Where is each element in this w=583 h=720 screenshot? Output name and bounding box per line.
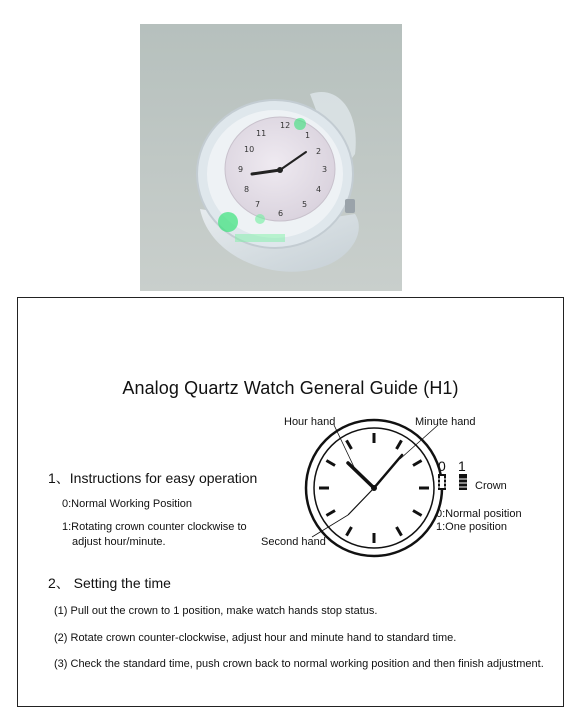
normal-position-label: 0:Normal position: [436, 508, 522, 520]
section1-item1-line2: adjust hour/minute.: [72, 536, 166, 548]
product-photo: [140, 24, 402, 291]
svg-text:11: 11: [256, 129, 267, 138]
section1-item0: 0:Normal Working Position: [62, 498, 193, 510]
section1-item1-line1: 1:Rotating crown counter clockwise to: [62, 521, 247, 533]
section1-heading: 1、Instructions for easy operation: [48, 470, 258, 486]
crown-label: Crown: [475, 480, 507, 492]
watch-photo-illustration: [140, 24, 402, 291]
svg-text:1: 1: [305, 131, 311, 140]
svg-text:8: 8: [244, 185, 250, 194]
guide-title: Analog Quartz Watch General Guide (H1): [122, 378, 459, 398]
svg-text:10: 10: [244, 145, 255, 154]
crown-position-0: 0: [438, 458, 446, 474]
step-3: (3) Check the standard time, push crown back to normal working position and then finish adjustment.: [54, 658, 544, 670]
svg-text:12: 12: [280, 121, 291, 130]
svg-text:2: 2: [316, 147, 322, 156]
second-hand-label: Second hand: [261, 536, 326, 548]
svg-text:4: 4: [316, 185, 322, 194]
svg-text:7: 7: [255, 200, 261, 209]
step-2: (2) Rotate crown counter-clockwise, adjust hour and minute hand to standard time.: [54, 632, 457, 644]
step-1: (1) Pull out the crown to 1 position, make watch hands stop status.: [54, 605, 378, 617]
minute-hand-label: Minute hand: [415, 416, 476, 428]
svg-text:6: 6: [278, 209, 284, 218]
guide-panel: [17, 297, 564, 707]
svg-text:3: 3: [322, 165, 328, 174]
section2-heading: 2、 Setting the time: [48, 575, 171, 591]
hour-hand-label: Hour hand: [284, 416, 336, 428]
svg-text:5: 5: [302, 200, 308, 209]
svg-text:9: 9: [238, 165, 244, 174]
crown-position-1: 1: [458, 458, 466, 474]
one-position-label: 1:One position: [436, 521, 507, 533]
